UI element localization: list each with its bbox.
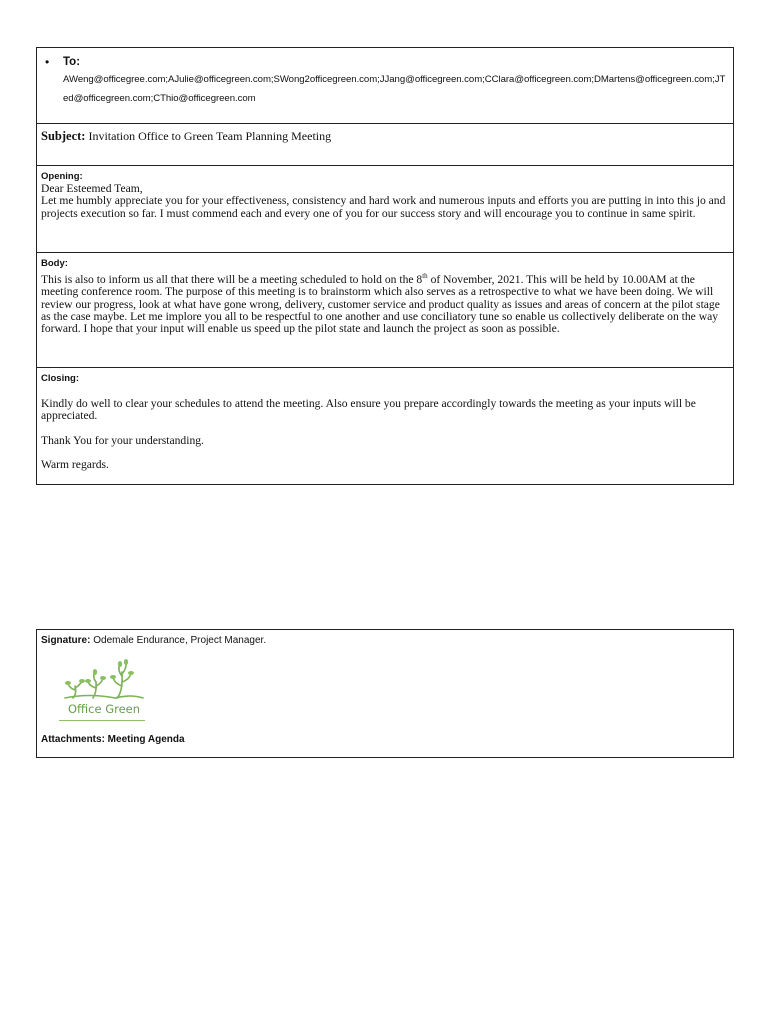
body-text-after: of November, 2021. This will be held by 10.00AM at the meeting conference room. The purpose of this meeting is to brainstorm which also serves as a retrospective to what we have been doing. We will review our progress, look at what have gone wrong, delivery, customer service and product quality as issues and areas of concern at the pilot stage as the case maybe. Let me implore you all to be respectful to one another and use conciliatory tune so enable us collectively deliberate on the way forward. I hope that your input will enable us speed up the pilot state and launch the project as soon as possible.	[41, 272, 720, 336]
subject-section	[37, 124, 733, 166]
opening-label: Opening:	[41, 171, 83, 182]
subject-label: Subject:	[41, 129, 86, 143]
subject-text: Invitation Office to Green Team Planning Meeting	[88, 129, 332, 143]
to-section	[37, 48, 733, 124]
email-memo	[36, 47, 734, 485]
sprout-plants-icon	[59, 658, 149, 702]
closing-section	[37, 368, 733, 484]
attachments-line: Attachments: Meeting Agenda	[41, 734, 185, 745]
body-label: Body:	[41, 258, 68, 269]
signature-label: Signature:	[41, 635, 91, 646]
opening-text: Let me humbly appreciate you for your effectiveness, consistency and hard work and numerous inputs and efforts you are putting in into this jo and projects execution so far. I must commend each and every one of you for our success story and will encourage you to continue in same spirit.	[41, 194, 726, 220]
opening-section	[37, 166, 733, 253]
body-superscript: th	[422, 272, 428, 280]
signature-name: Odemale Endurance, Project Manager.	[93, 635, 267, 646]
signature-box	[36, 629, 734, 758]
office-green-logo	[59, 658, 149, 724]
closing-paragraph-1: Kindly do well to clear your schedules to attend the meeting. Also ensure you prepare accordingly towards the meeting as your inputs will be appreciated.	[41, 397, 696, 423]
body-text-before: This is also to inform us all that there will be a meeting scheduled to hold on the 8	[41, 272, 423, 286]
to-label: To:	[63, 56, 81, 68]
body-section	[37, 253, 733, 368]
body-text	[41, 270, 729, 336]
bullet-icon: •	[45, 55, 50, 69]
closing-label: Closing:	[41, 373, 79, 384]
signature-line	[41, 635, 729, 647]
recipient-list: AWeng@officegree.com;AJulie@officegreen.com;SWong2officegreen.com;JJang@officegreen.com;CClara@officegreen.com;DMartens@officegreen.com;JTed@officegreen.com;CThio@officegreen.com	[63, 74, 726, 104]
opening-greeting: Dear Esteemed Team,	[41, 182, 143, 195]
logo-text: Office Green	[67, 702, 141, 716]
closing-paragraph-2: Thank You for your understanding.	[41, 433, 204, 447]
logo-underline	[59, 720, 145, 721]
closing-paragraph-3: Warm regards.	[41, 458, 109, 472]
